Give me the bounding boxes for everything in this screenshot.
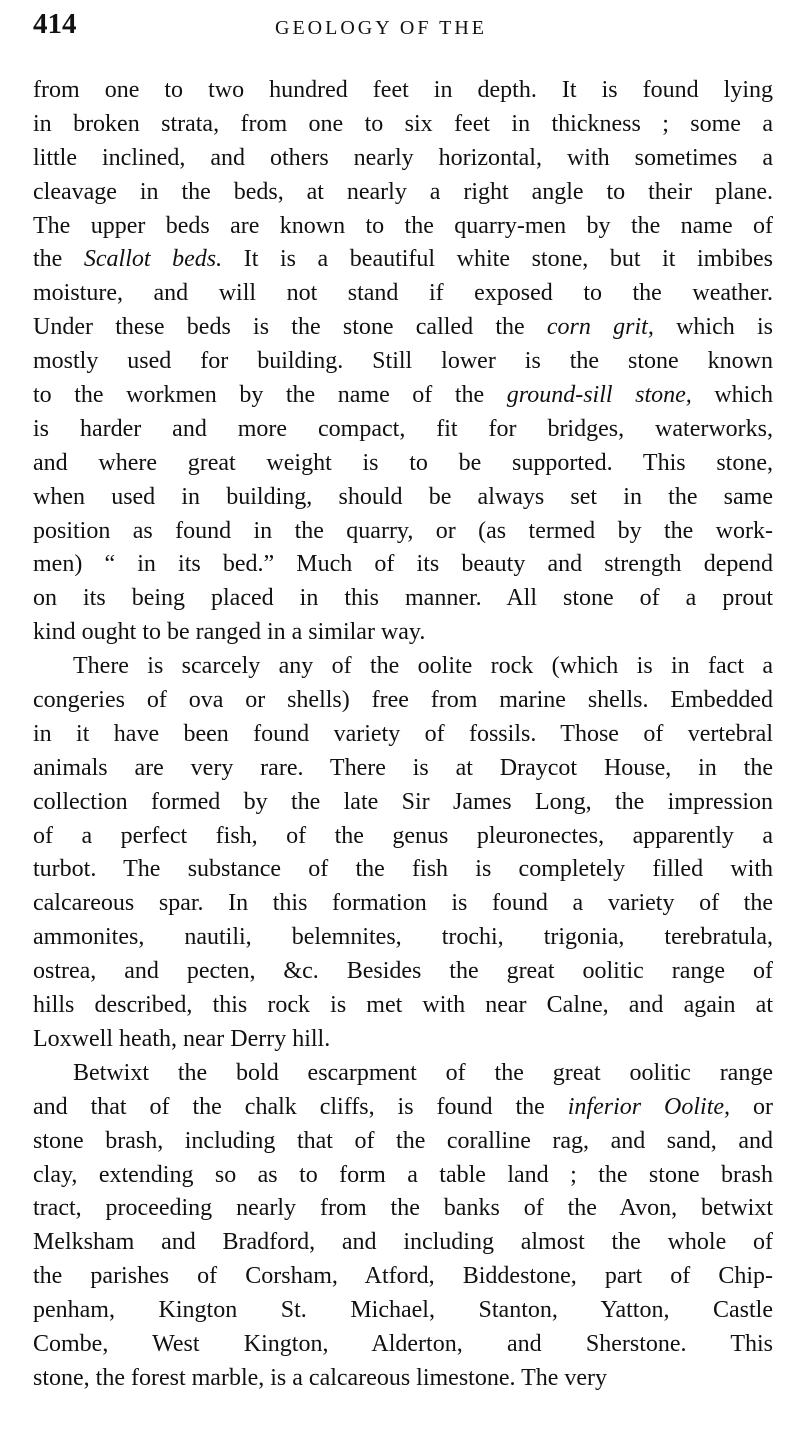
text-run: and where great weight is to be supported. This stone, bbox=[33, 449, 773, 476]
text-line bbox=[33, 447, 773, 481]
text-run: is harder and more compact, fit for bridges, waterworks, bbox=[33, 415, 773, 442]
text-line bbox=[33, 887, 773, 921]
text-line bbox=[33, 176, 773, 210]
text-run: Betwixt the bold escarpment of the great oolitic range bbox=[73, 1059, 773, 1086]
page-number: 414 bbox=[33, 8, 77, 40]
text-run: or bbox=[730, 1093, 773, 1120]
text-line bbox=[33, 108, 773, 142]
text-run: little inclined, and others nearly horizontal, with sometimes a bbox=[33, 144, 773, 171]
text-line bbox=[33, 548, 773, 582]
text-line bbox=[33, 684, 773, 718]
text-run: congeries of ova or shells) free from marine shells. Embedded bbox=[33, 687, 773, 714]
text-line bbox=[33, 1260, 773, 1294]
text-run: stone, the forest marble, is a calcareous limestone. The very bbox=[33, 1364, 608, 1391]
text-line bbox=[33, 582, 773, 616]
text-run: the bbox=[33, 246, 84, 273]
text-run: cleavage in the beds, at nearly a right angle to their plane. bbox=[33, 178, 773, 205]
text-run: It is a beautiful white stone, but it imbibes bbox=[222, 246, 773, 273]
running-title: GEOLOGY OF THE bbox=[275, 17, 487, 39]
text-line bbox=[33, 1057, 773, 1091]
text-line bbox=[33, 515, 773, 549]
text-line bbox=[33, 1226, 773, 1260]
text-run: moisture, and will not stand if exposed to the weather. bbox=[33, 280, 773, 307]
italic-term: inferior Oolite, bbox=[567, 1093, 731, 1120]
italic-term: Scallot beds. bbox=[83, 246, 223, 273]
text-line bbox=[33, 277, 773, 311]
text-run: kind ought to be ranged in a similar way. bbox=[33, 619, 426, 646]
text-line bbox=[33, 786, 773, 820]
italic-term: corn grit, bbox=[546, 314, 654, 341]
text-run: from one to two hundred feet in depth. It is found lying bbox=[33, 77, 773, 103]
text-run: penham, Kington St. Michael, Stanton, Yatton, Castle bbox=[33, 1297, 773, 1324]
text-run: stone brash, including that of the coralline rag, and sand, and bbox=[33, 1127, 773, 1154]
text-run: in it have been found variety of fossils. Those of vertebral bbox=[33, 720, 773, 747]
text-run: There is scarcely any of the oolite rock (which is in fact a bbox=[73, 653, 773, 680]
text-line bbox=[33, 1023, 773, 1057]
text-line bbox=[33, 379, 773, 413]
text-run: position as found in the quarry, or (as termed by the work- bbox=[33, 517, 773, 544]
text-line bbox=[33, 1192, 773, 1226]
text-line bbox=[33, 311, 773, 345]
text-line bbox=[33, 853, 773, 887]
text-line bbox=[33, 718, 773, 752]
text-run: which bbox=[691, 382, 773, 409]
text-line bbox=[33, 413, 773, 447]
text-line bbox=[33, 1294, 773, 1328]
text-run: Loxwell heath, near Derry hill. bbox=[33, 1025, 331, 1052]
paragraph bbox=[33, 650, 773, 1057]
text-run: Combe, West Kington, Alderton, and Sherstone. This bbox=[33, 1330, 773, 1357]
text-run: on its being placed in this manner. All stone of a prout bbox=[33, 585, 773, 612]
paragraph bbox=[33, 74, 773, 650]
text-line bbox=[33, 1328, 773, 1362]
text-line bbox=[33, 955, 773, 989]
paragraph bbox=[33, 1057, 773, 1396]
text-run: and that of the chalk cliffs, is found the bbox=[33, 1093, 568, 1120]
text-run: tract, proceeding nearly from the banks of the Avon, betwixt bbox=[33, 1195, 773, 1222]
text-run: turbot. The substance of the fish is completely filled with bbox=[33, 856, 773, 883]
text-run: mostly used for building. Still lower is the stone known bbox=[33, 348, 773, 375]
text-line bbox=[33, 142, 773, 176]
text-line bbox=[33, 752, 773, 786]
text-line bbox=[33, 820, 773, 854]
text-line bbox=[33, 243, 773, 277]
text-run: The upper beds are known to the quarry-men by the name of bbox=[33, 212, 773, 239]
text-run: ostrea, and pecten, &c. Besides the great oolitic range of bbox=[33, 958, 773, 985]
running-head bbox=[0, 4, 800, 44]
text-run: animals are very rare. There is at Draycot House, in the bbox=[33, 754, 773, 781]
text-line bbox=[33, 1159, 773, 1193]
text-line bbox=[33, 481, 773, 515]
text-run: the parishes of Corsham, Atford, Biddestone, part of Chip- bbox=[33, 1263, 773, 1290]
text-run: collection formed by the late Sir James Long, the impression bbox=[33, 788, 773, 815]
text-run: Melksham and Bradford, and including almost the whole of bbox=[33, 1229, 773, 1256]
text-line bbox=[33, 921, 773, 955]
text-run: when used in building, should be always set in the same bbox=[33, 483, 773, 510]
text-run: in broken strata, from one to six feet in thickness ; some a bbox=[33, 110, 773, 137]
text-run: Under these beds is the stone called the bbox=[33, 314, 547, 341]
text-line bbox=[33, 1125, 773, 1159]
text-line bbox=[33, 616, 773, 650]
text-line bbox=[33, 74, 773, 108]
text-run: calcareous spar. In this formation is found a variety of the bbox=[33, 890, 773, 917]
text-line bbox=[33, 345, 773, 379]
text-run: men) “ in its bed.” Much of its beauty and strength depend bbox=[33, 551, 773, 578]
text-line bbox=[33, 1091, 773, 1125]
text-run: which is bbox=[653, 314, 773, 341]
text-run: of a perfect fish, of the genus pleuronectes, apparently a bbox=[33, 822, 773, 849]
text-line bbox=[33, 650, 773, 684]
body-text bbox=[33, 74, 773, 1396]
text-line bbox=[33, 210, 773, 244]
text-run: ammonites, nautili, belemnites, trochi, trigonia, terebratula, bbox=[33, 924, 773, 951]
text-run: clay, extending so as to form a table land ; the stone brash bbox=[33, 1161, 773, 1188]
text-run: to the workmen by the name of the bbox=[33, 382, 507, 409]
italic-term: ground-sill stone, bbox=[506, 382, 692, 409]
text-line bbox=[33, 989, 773, 1023]
text-line bbox=[33, 1362, 773, 1396]
text-run: hills described, this rock is met with near Calne, and again at bbox=[33, 992, 773, 1019]
